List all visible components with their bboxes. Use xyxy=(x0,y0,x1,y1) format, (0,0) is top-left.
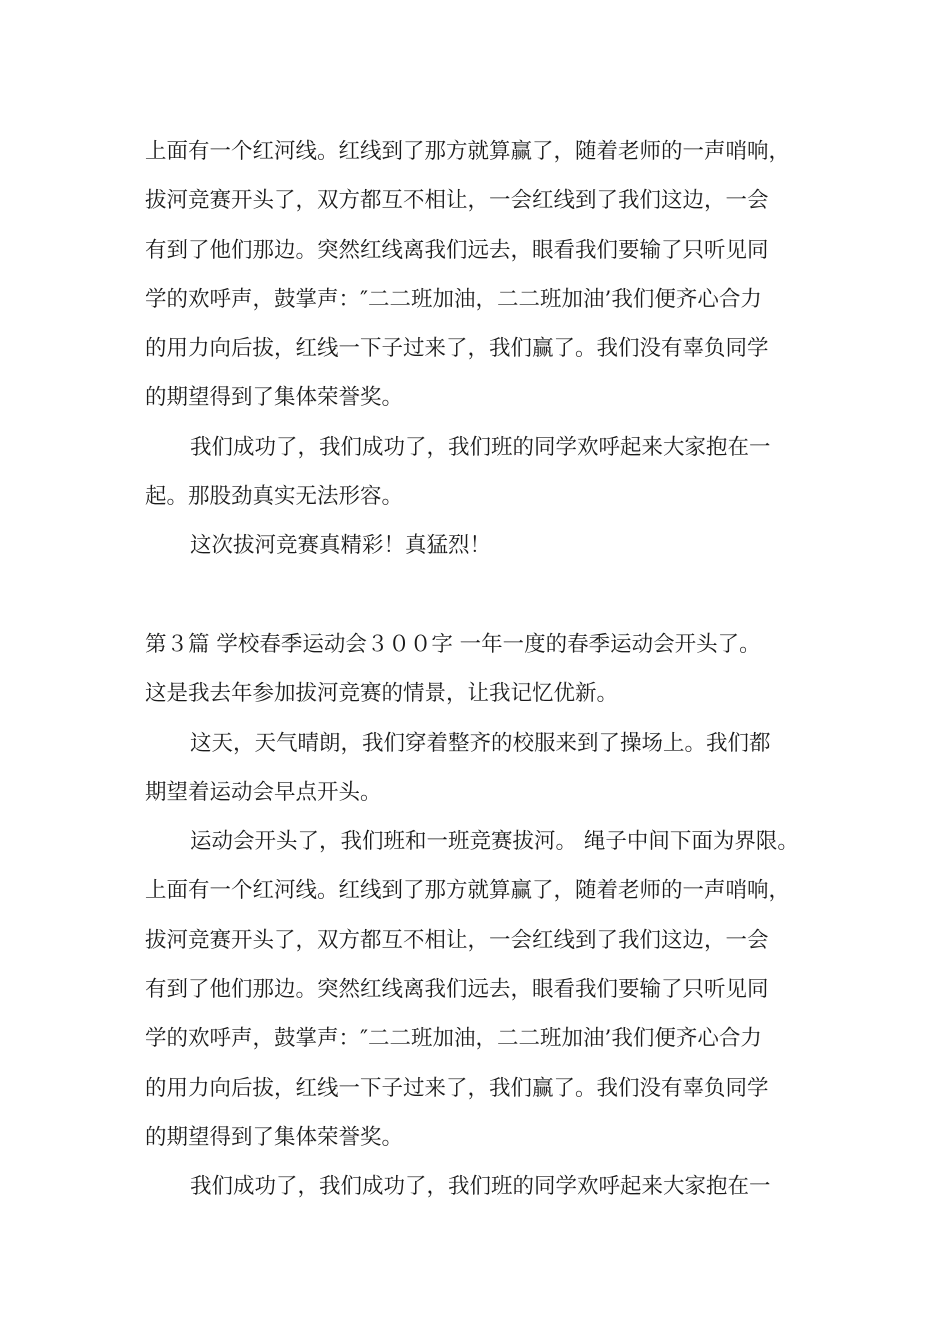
text-line: 这是我去年参加拔河竞赛的情景，让我记忆优新。 xyxy=(145,681,619,707)
text-line: 运动会开头了，我们班和一班竞赛拔河。 绳子中间下面为界限。 xyxy=(190,829,799,855)
text-line: 起。那股劲真实无法形容。 xyxy=(145,484,404,510)
text-line: 上面有一个红河线。红线到了那方就算赢了，随着老师的一声哨响， xyxy=(145,139,791,164)
text-line: 有到了他们那边。突然红线离我们远去，眼看我们要输了只听见同 xyxy=(145,977,769,1003)
text-line: 拔河竞赛开头了，双方都互不相让，一会红线到了我们这边，一会 xyxy=(145,188,769,214)
text-line: 这次拔河竞赛真精彩！真猛烈！ xyxy=(190,533,492,559)
text-line: 的用力向后拔，红线一下子过来了，我们赢了。我们没有辜负同学 xyxy=(145,336,769,362)
paragraph-gap xyxy=(145,571,835,620)
text-line: 的期望得到了集体荣誉奖。 xyxy=(145,1124,404,1150)
text-line: 有到了他们那边。突然红线离我们远去，眼看我们要输了只听见同 xyxy=(145,237,769,263)
text-line: 拔河竞赛开头了，双方都互不相让，一会红线到了我们这边，一会 xyxy=(145,927,769,953)
document-body xyxy=(145,127,835,1212)
text-line: 上面有一个红河线。红线到了那方就算赢了，随着老师的一声哨响， xyxy=(145,878,791,904)
text-line: 这天，天气晴朗，我们穿着整齐的校服来到了操场上。我们都 xyxy=(190,730,771,756)
section-heading-line: 第３篇 学校春季运动会３００字 一年一度的春季运动会开头了。 xyxy=(145,631,761,657)
text-line: 我们成功了，我们成功了，我们班的同学欢呼起来大家抱在一 xyxy=(190,434,771,460)
text-line: 期望着运动会早点开头。 xyxy=(145,779,382,805)
text-line: 我们成功了，我们成功了，我们班的同学欢呼起来大家抱在一 xyxy=(190,1174,771,1200)
text-line: 学的欢呼声，鼓掌声：″二二班加油，二二班加油’我们便齐心合力 xyxy=(145,1026,762,1052)
text-line: 学的欢呼声，鼓掌声：″二二班加油，二二班加油’我们便齐心合力 xyxy=(145,286,762,312)
text-line: 的期望得到了集体荣誉奖。 xyxy=(145,385,404,411)
text-line: 的用力向后拔，红线一下子过来了，我们赢了。我们没有辜负同学 xyxy=(145,1075,769,1101)
